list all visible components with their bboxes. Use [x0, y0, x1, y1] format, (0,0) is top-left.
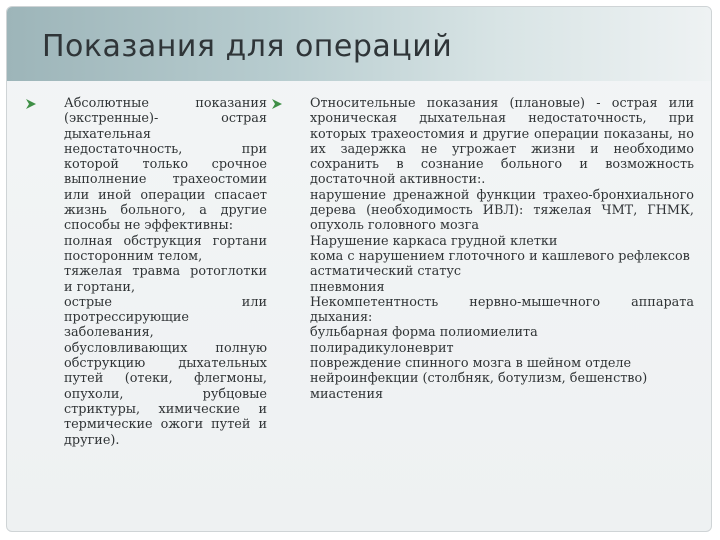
- right-column: [291, 96, 694, 402]
- left-column-text: Абсолютные показания (экстренные)- острая дыхательная недостаточность, при которой только срочное выполнение трахеостомии или иной операции спасает жизнь больного, а другие способы не эффективны: полная обструкция гортани посторонним телом, тяжелая травма ротоглотки и гортани, острые или протрессирующие заболевания, обусловливающих полную обструкцию дыхательных путей (отеки, флегмоны, опухоли, рубцовые стриктуры, химические и термические ожоги путей и другие).: [64, 96, 267, 448]
- arrow-bullet-icon: [23, 96, 39, 112]
- right-column-text: Относительные показания (плановые) - острая или хроническая дыхательная недостаточность, при которых трахеостомия и другие операции показаны, но их задержка не угрожает жизни и необходимо сохранить в сознание больного и возможность достаточной активности:. нарушение дренажной функции трахео-бронхиального дерева (необходимость ИВЛ): тяжелая ЧМТ, ГНМК, опухоль головного мозга Нарушение каркаса грудной клетки кома с нарушением глоточного и кашлевого рефлексов астматический статус пневмония Некомпетентность нервно-мышечного аппарата дыхания: бульбарная форма полиомиелита полирадикулоневрит повреждение спинного мозга в шейном отделе нейроинфекции (столбняк, ботулизм, бешенство) миастения: [310, 96, 694, 402]
- title-band: [7, 7, 711, 81]
- left-column: [45, 96, 267, 448]
- arrow-bullet-icon: [269, 96, 285, 112]
- page-title: Показания для операций: [42, 29, 453, 64]
